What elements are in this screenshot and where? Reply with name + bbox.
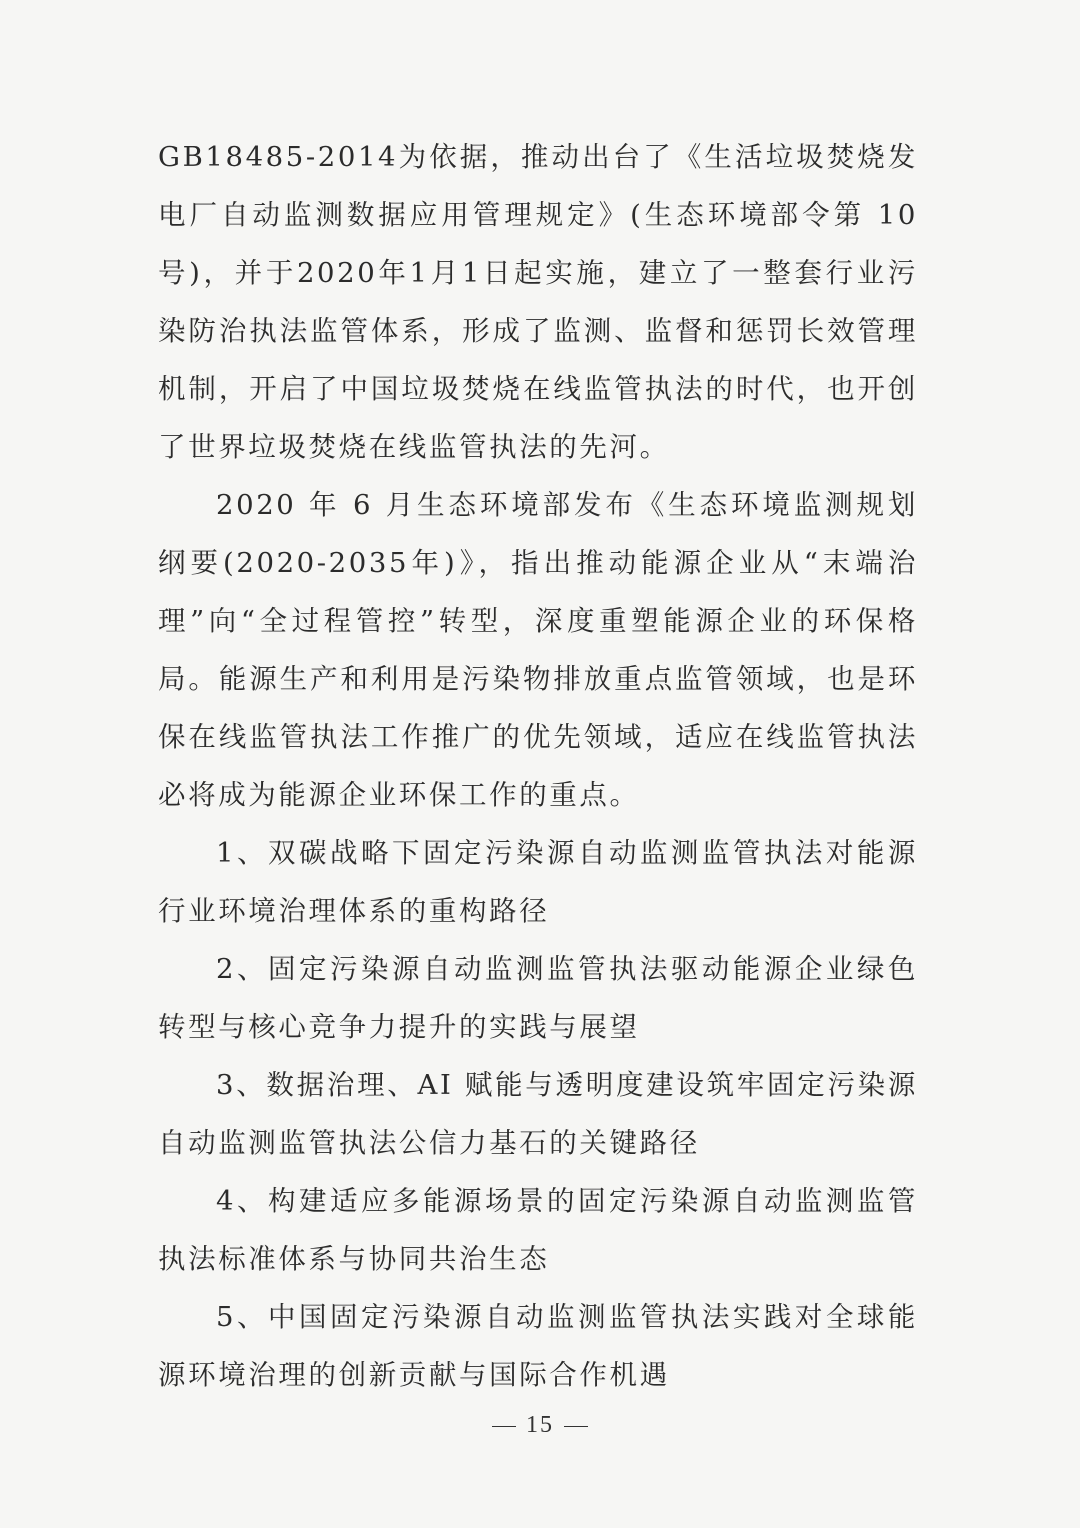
paragraph-continuation: GB18485-2014为依据，推动出台了《生活垃圾焚烧发电厂自动监测数据应用管理规定》(生态环境部令第 10 号)，并于2020年1月1日起实施，建立了一整套行业污染防治执法监管体系，形成了监测、监督和惩罚长效管理机制，开启了中国垃圾焚烧在线监管执法的时代，也开创了世界垃圾焚烧在线监管执法的先河。 [158,141,918,463]
body-text [158,128,918,1404]
page-number-footer [0,1412,1080,1439]
topic-item-3: 3、数据治理、AI 赋能与透明度建设筑牢固定污染源自动监测监管执法公信力基石的关键路径 [158,1069,918,1159]
topic-item-4: 4、构建适应多能源场景的固定污染源自动监测监管执法标准体系与协同共治生态 [158,1185,918,1275]
topic-item-1: 1、双碳战略下固定污染源自动监测监管执法对能源行业环境治理体系的重构路径 [158,837,918,927]
topic-item-2: 2、固定污染源自动监测监管执法驱动能源企业绿色转型与核心竞争力提升的实践与展望 [158,953,918,1043]
dash-right-icon [564,1426,588,1427]
dash-left-icon [492,1426,516,1427]
topic-item-5: 5、中国固定污染源自动监测监管执法实践对全球能源环境治理的创新贡献与国际合作机遇 [158,1301,918,1391]
paragraph-monitoring-plan: 2020 年 6 月生态环境部发布《生态环境监测规划纲要(2020-2035年)》，指出推动能源企业从“末端治理”向“全过程管控”转型，深度重塑能源企业的环保格局。能源生产和利用是污染物排放重点监管领域，也是环保在线监管执法工作推广的优先领域，适应在线监管执法必将成为能源企业环保工作的重点。 [158,489,918,811]
page-number: 15 [526,1412,554,1438]
